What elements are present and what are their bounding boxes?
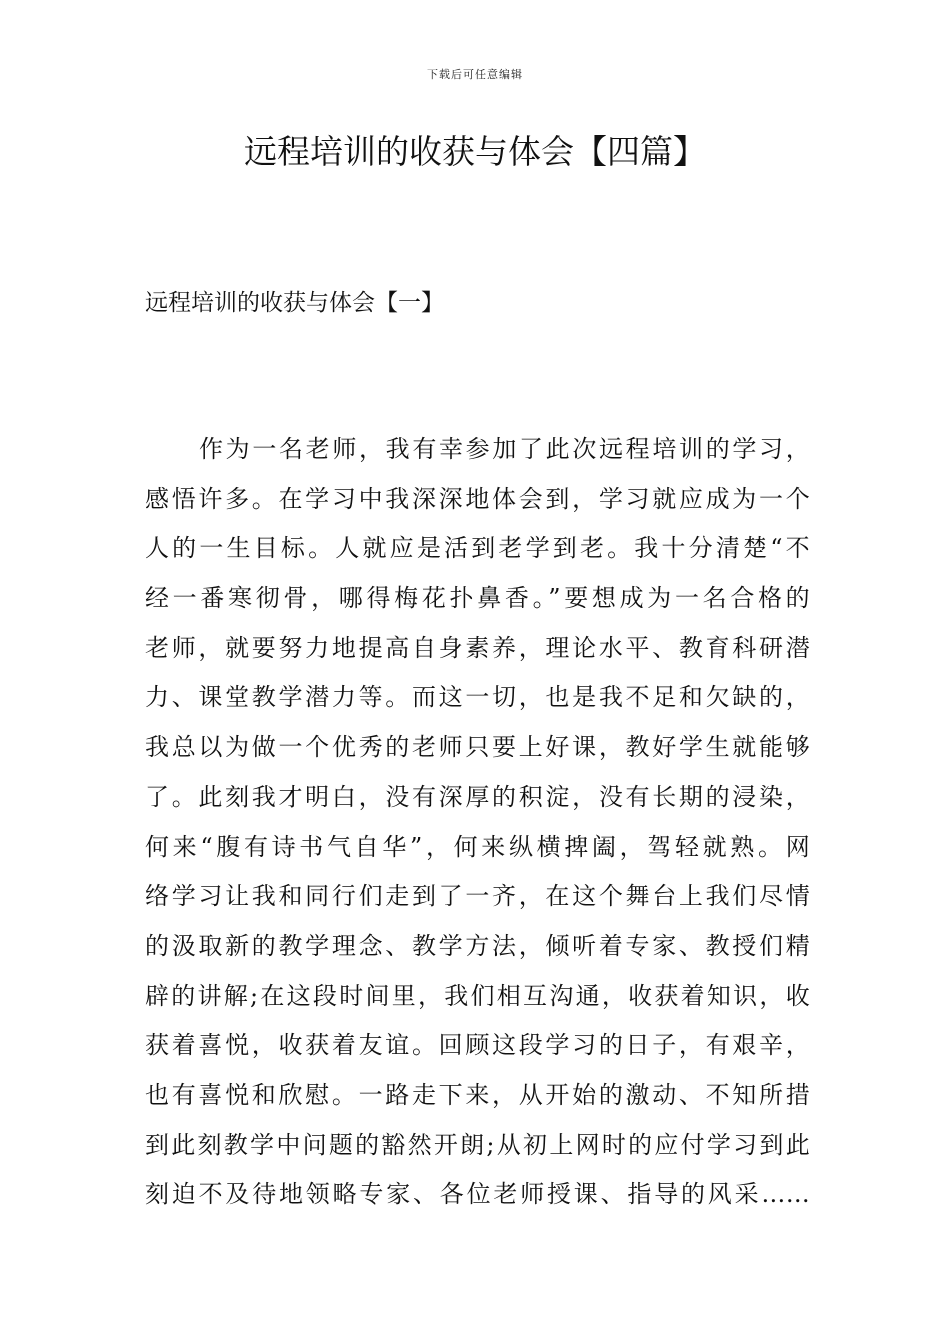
paragraph-line: 何来“腹有诗书气自华”，何来纵横捭阖，驾轻就熟。网	[145, 832, 810, 861]
paragraph-line: 获着喜悦，收获着友谊。回顾这段学习的日子，有艰辛，	[145, 1031, 810, 1060]
paragraph-line: 络学习让我和同行们走到了一齐，在这个舞台上我们尽情	[145, 882, 810, 911]
body-paragraph	[145, 425, 810, 1220]
header-note: 下载后可任意编辑	[427, 68, 523, 81]
paragraph-line: 人的一生目标。人就应是活到老学到老。我十分清楚“不	[145, 534, 810, 563]
section-heading: 远程培训的收获与体会【一】	[145, 290, 444, 316]
paragraph-line: 力、课堂教学潜力等。而这一切，也是我不足和欠缺的，	[145, 683, 810, 712]
paragraph-line: 感悟许多。在学习中我深深地体会到，学习就应成为一个	[145, 484, 810, 513]
paragraph-line: 辟的讲解;在这段时间里，我们相互沟通，收获着知识，收	[145, 981, 810, 1010]
paragraph-line: 我总以为做一个优秀的老师只要上好课，教好学生就能够	[145, 733, 810, 762]
document-title: 远程培训的收获与体会【四篇】	[244, 132, 706, 171]
paragraph-line: 的汲取新的教学理念、教学方法，倾听着专家、教授们精	[145, 931, 810, 960]
paragraph-line: 也有喜悦和欣慰。一路走下来，从开始的激动、不知所措	[145, 1080, 810, 1109]
paragraph-line: 作为一名老师，我有幸参加了此次远程培训的学习，	[199, 435, 810, 463]
paragraph-line: 经一番寒彻骨，哪得梅花扑鼻香。”要想成为一名合格的	[145, 584, 810, 613]
paragraph-line: 到此刻教学中问题的豁然开朗;从初上网时的应付学习到此	[145, 1130, 810, 1159]
paragraph-line: 刻迫不及待地领略专家、各位老师授课、指导的风采……	[145, 1180, 810, 1209]
paragraph-line: 了。此刻我才明白，没有深厚的积淀，没有长期的浸染，	[145, 782, 810, 811]
paragraph-line: 老师，就要努力地提高自身素养，理论水平、教育科研潜	[145, 633, 810, 662]
